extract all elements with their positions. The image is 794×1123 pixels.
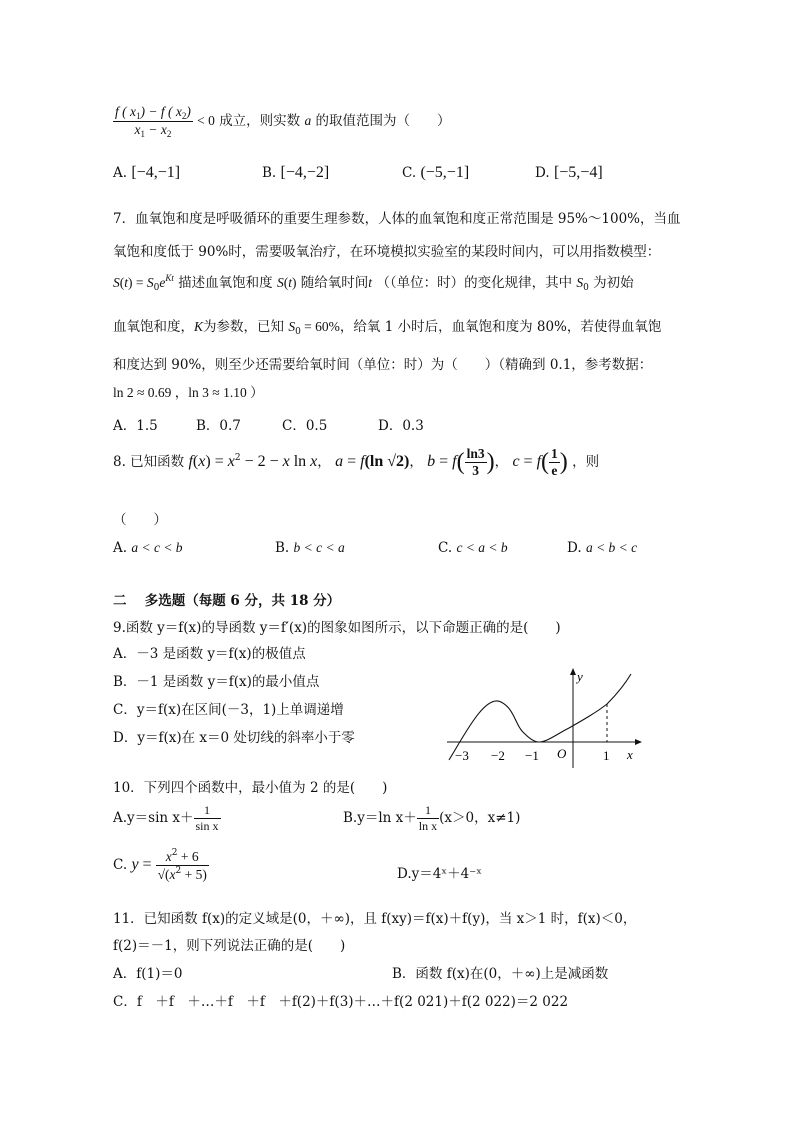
y-axis-label: y bbox=[577, 669, 583, 684]
tick-label: −3 bbox=[455, 748, 469, 763]
x-axis-label: x bbox=[627, 747, 633, 762]
x-axis-arrow bbox=[635, 739, 642, 745]
q7-line3: $S(t) = S_0e^{Kt}$ 描述血氧饱和度 S(t) 随给氧时间t （（单位：时）的变化规律，其中 $S_0$ 为初始 bbox=[113, 273, 634, 293]
q10-stem: 10．下列四个函数中，最小值为 2 的是( ) bbox=[113, 780, 388, 796]
q7-line5: 和度达到 90%，则至少还需要给氧时间（单位：时）为（ ）（精确到 0.1，参考数据： bbox=[113, 357, 653, 373]
y-axis-arrow bbox=[570, 668, 576, 675]
q9-stem: 9.函数 y＝f(x)的导函数 y＝f′(x)的图象如图所示，以下命题正确的是( ) bbox=[113, 620, 561, 636]
q10-option-a[interactable]: A.y＝sin x＋ $\frac{1}{\text{sin x}}$ bbox=[113, 803, 219, 833]
q7-line1: 7．血氧饱和度是呼吸循环的重要生理参数，人体的血氧饱和度正常范围是 95%～100%，当血 bbox=[113, 211, 681, 227]
q6-condition: $\frac{f ( x_1) - f ( x_2)}{x_1 - x_2}$ < 0 成立，则实数 a 的取值范围为（ ） bbox=[115, 104, 451, 139]
q9-option-a[interactable]: A．－3 是函数 y＝f(x)的极值点 bbox=[113, 646, 306, 662]
q7-option-c[interactable]: C．0.5 bbox=[282, 418, 328, 434]
q6-option-a[interactable]: A. [−4,−1] bbox=[113, 164, 181, 181]
q11-line2: f(2)＝－1，则下列说法正确的是( ) bbox=[113, 938, 346, 954]
q11-line1: 11．已知函数 f(x)的定义域是(0，＋∞)，且 f(xy)＝f(x)＋f(y)，当 x＞1 时，f(x)＜0， bbox=[113, 911, 637, 927]
tick-label: −2 bbox=[491, 748, 505, 763]
q11-option-b[interactable]: B．函数 f(x)在(0，＋∞)上是减函数 bbox=[392, 966, 609, 982]
tick-label: 1 bbox=[603, 748, 610, 763]
q7-line4: 血氧饱和度，K为参数，已知 $S_0 = 60\%$，给氧 1 小时后，血氧饱和度为 80%，若使得血氧饱 bbox=[113, 319, 662, 337]
q7-option-a[interactable]: A．1.5 bbox=[113, 418, 158, 434]
q8-option-d[interactable]: D. a < b < c bbox=[567, 540, 638, 556]
q10-option-b[interactable]: B.y＝ln x＋ $\frac{1}{\text{ln x}}$ (x＞0，x≠1) bbox=[343, 803, 521, 833]
tick-label: −1 bbox=[525, 748, 539, 763]
q11-option-a[interactable]: A．f(1)＝0 bbox=[113, 966, 183, 982]
q7-line2: 氧饱和度低于 90%时，需要吸氧治疗，在环境模拟实验室的某段时间内，可以用指数模型： bbox=[113, 244, 661, 260]
q9-option-b[interactable]: B．－1 是函数 y＝f(x)的最小值点 bbox=[113, 674, 320, 690]
q6-fraction: $\frac{f ( x_1) - f ( x_2)}{x_1 - x_2}$ bbox=[115, 104, 191, 139]
q6-option-b[interactable]: B. [−4,−2] bbox=[262, 164, 330, 181]
q8-option-a[interactable]: A. a < c < b bbox=[113, 540, 183, 556]
section-title: 二 多选题（每题 6 分，共 18 分） bbox=[113, 593, 341, 609]
q9-option-c[interactable]: C．y＝f(x)在区间(－3，1)上单调递增 bbox=[113, 702, 344, 718]
q7-option-b[interactable]: B．0.7 bbox=[196, 418, 241, 434]
q6-option-c[interactable]: C. (−5,−1] bbox=[402, 164, 470, 181]
q7-line6: ln 2 ≈ 0.69 ，ln 3 ≈ 1.10 ） bbox=[113, 385, 264, 400]
origin-label: O bbox=[557, 746, 567, 761]
q10-option-c[interactable]: C. y = $\frac{x^2 + 6}{√(x^2 + 5)}$ bbox=[113, 848, 207, 882]
q8-blank: （ ） bbox=[113, 512, 167, 528]
q7-option-d[interactable]: D．0.3 bbox=[378, 418, 424, 434]
q11-option-c[interactable]: C．f ＋f ＋…＋f ＋f ＋f(2)＋f(3)＋…＋f(2 021)＋f(2 022)＝2 022 bbox=[113, 994, 569, 1010]
q8-option-b[interactable]: B. b < c < a bbox=[275, 540, 345, 556]
q6-text: 成立，则实数 bbox=[219, 113, 301, 129]
q6-option-d[interactable]: D. [−5,−4] bbox=[535, 164, 603, 181]
q8-option-c[interactable]: C. c < a < b bbox=[438, 540, 508, 556]
q10-option-d[interactable]: D.y＝4ˣ＋4⁻ˣ bbox=[397, 866, 483, 882]
q8-stem: 8. 已知函数 $f(x) = x^2 - 2 - x$ ln x， a = f(ln √2)， b = f( $\frac{\ln 3}{3}$ )， c = f( $\frac{1}{e}$ ) ，则 bbox=[113, 446, 600, 478]
q9-option-d[interactable]: D．y＝f(x)在 x＝0 处切线的斜率小于零 bbox=[113, 730, 355, 746]
q9-derivative-graph bbox=[445, 664, 645, 770]
